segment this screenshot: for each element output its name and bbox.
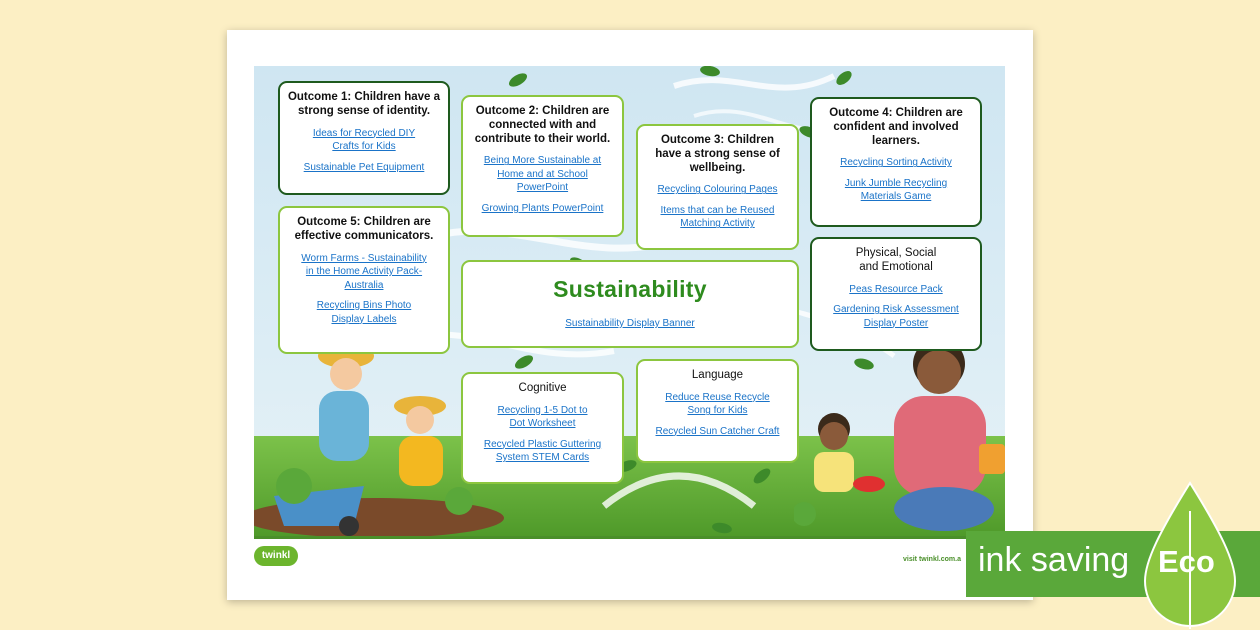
card-sustainability [461, 260, 799, 348]
resource-link[interactable]: Ideas for Recycled DIY Crafts for Kids [312, 127, 416, 153]
visit-url: visit twinkl.com.a [903, 556, 961, 563]
resource-link[interactable]: Sustainable Pet Equipment [303, 161, 425, 173]
page-title: Sustainability [553, 276, 707, 302]
resource-link[interactable]: Being More Sustainable at Home and at School PowerPoint [483, 155, 602, 194]
resource-link[interactable]: Recycled Plastic Guttering System STEM Cards [483, 438, 602, 464]
twinkl-logo[interactable]: twinkl [254, 546, 298, 566]
card-outcome-2 [461, 95, 624, 237]
card-outcome-5 [278, 206, 450, 354]
resource-link[interactable]: Worm Farms - Sustainability in the Home Activity Pack-Australia [301, 252, 427, 291]
resource-link[interactable]: Reduce Reuse Recycle Song for Kids [665, 391, 770, 417]
card-title: Physical, Social and Emotional [855, 247, 937, 273]
resource-link[interactable]: Items that can be Reused Matching Activity [660, 204, 775, 230]
card-outcome-3 [636, 124, 799, 250]
card-title: Outcome 3: Children have a strong sense of wellbeing. [655, 134, 780, 174]
resource-link[interactable]: Junk Jumble Recycling Materials Game [844, 177, 948, 203]
card-language [636, 359, 799, 463]
eco-word: Eco [1158, 544, 1215, 579]
resource-link[interactable]: Recycling Sorting Activity [840, 157, 952, 169]
resource-link[interactable]: Sustainability Display Banner [565, 318, 695, 329]
card-title: Outcome 2: Children are connected with and contribute to their world. [474, 105, 611, 145]
ground-line [254, 536, 1005, 539]
resource-link[interactable]: Recycling 1-5 Dot to Dot Worksheet [497, 404, 588, 430]
resource-link[interactable]: Recycling Bins Photo Display Labels [316, 300, 412, 325]
card-title: Cognitive [518, 382, 567, 394]
resource-link[interactable]: Gardening Risk Assessment Display Poster [833, 304, 959, 329]
card-outcome-1 [278, 81, 450, 195]
card-title: Outcome 1: Children have a strong sense of identity. [287, 91, 441, 117]
card-cognitive [461, 372, 624, 484]
resource-link[interactable]: Recycling Colouring Pages [657, 184, 778, 196]
card-title: Language [691, 369, 744, 381]
card-physical-social-emotional [810, 237, 982, 351]
card-title: Outcome 5: Children are effective communicators. [294, 216, 434, 242]
gardening-man-and-child [794, 334, 1005, 536]
card-title: Outcome 4: Children are confident and involved learners. [829, 107, 963, 147]
card-outcome-4 [810, 97, 982, 227]
resource-link[interactable]: Recycled Sun Catcher Craft [655, 425, 780, 437]
resource-link[interactable]: Growing Plants PowerPoint [481, 202, 604, 214]
eco-text: ink saving [978, 541, 1130, 579]
resource-link[interactable]: Peas Resource Pack [849, 283, 943, 295]
